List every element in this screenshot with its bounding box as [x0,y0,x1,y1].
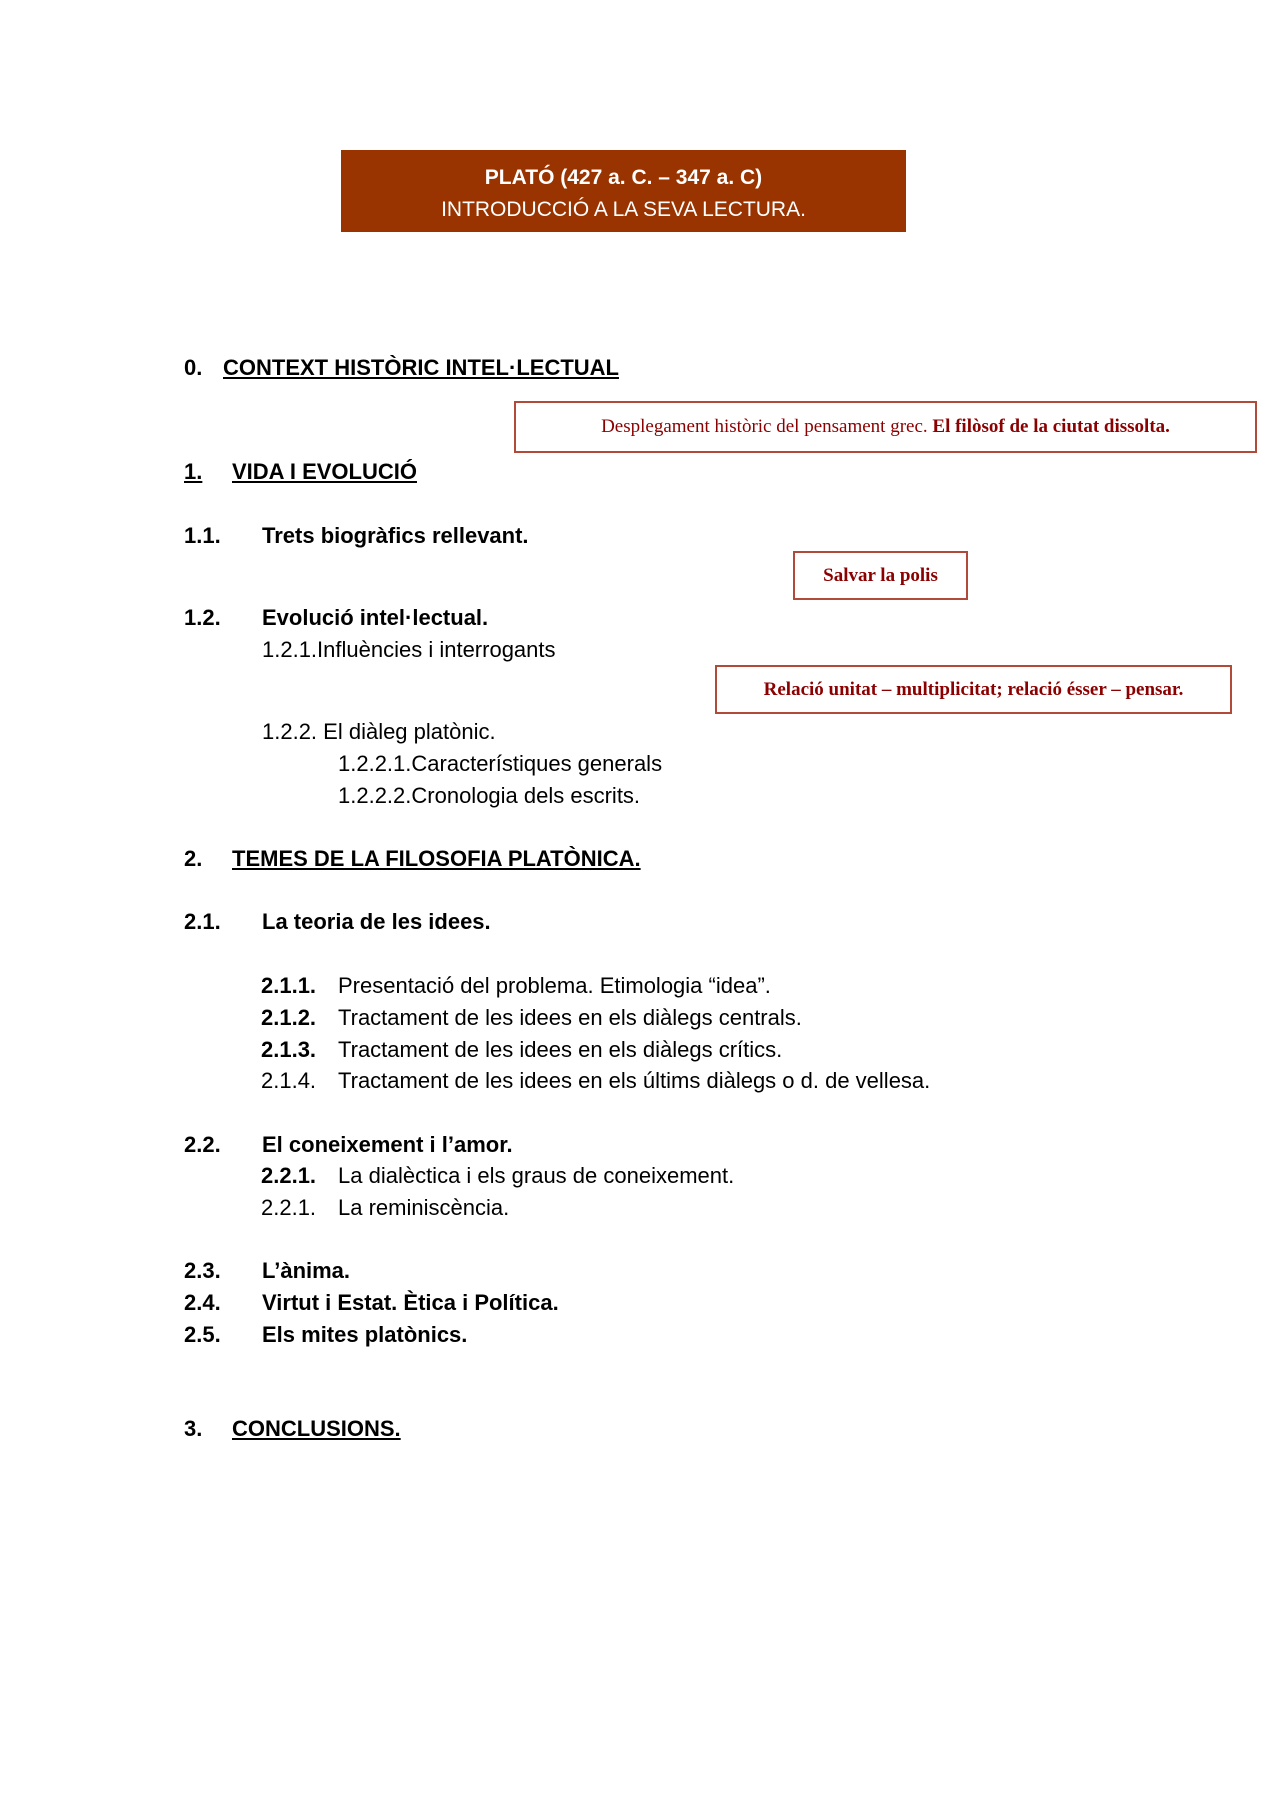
section-number: 1.1. [184,523,221,548]
section-1-2-2: 1.2.2. El diàleg platònic. [262,719,496,744]
section-1-2-2-1: 1.2.2.1.Característiques generals [338,751,663,776]
section-1-2-2-2: 1.2.2.2.Cronologia dels escrits. [338,783,641,808]
section-2-1-2 [261,1004,802,1032]
document-title-box [341,150,906,232]
section-number: 2.4. [184,1290,221,1315]
section-title: L’ànima. [262,1258,351,1283]
title-line-1: PLATÓ (427 a. C. – 347 a. C) [484,166,763,189]
section-2-1-1 [261,972,771,1000]
section-2-1-3 [261,1036,782,1064]
section-number: 2. [184,846,203,871]
section-number: 2.2. [184,1132,221,1157]
section-1-1-heading [184,522,529,550]
section-1-2-1: 1.2.1.Influències i interrogants [262,637,556,662]
section-number: 2.2.1. [261,1163,317,1188]
title-line-2: INTRODUCCIÓ A LA SEVA LECTURA. [441,198,806,221]
section-title: Tractament de les idees en els diàlegs crítics. [338,1037,783,1062]
section-number: 3. [184,1416,203,1441]
section-title: La dialèctica i els graus de coneixement. [338,1163,735,1188]
section-2-4-heading [184,1289,559,1317]
section-title: TEMES DE LA FILOSOFIA PLATÒNICA. [232,846,641,871]
section-2-heading [184,845,641,873]
section-number: 2.1.1. [261,973,317,998]
section-number: 2.1.4. [261,1068,317,1093]
section-2-2-1-reminiscencia [261,1194,509,1222]
note-text-bold: El filòsof de la ciutat dissolta. [932,416,1170,437]
note-text: Desplegament històric del pensament grec. [601,416,933,437]
section-title: Tractament de les idees en els últims diàlegs o d. de vellesa. [338,1068,931,1093]
section-title: CONTEXT HISTÒRIC INTEL·LECTUAL [223,355,619,380]
section-title: Evolució intel·lectual. [262,605,489,630]
section-title: CONCLUSIONS. [232,1416,401,1441]
section-title: Tractament de les idees en els diàlegs centrals. [338,1005,802,1030]
section-2-3-heading [184,1257,350,1285]
margin-note-unitat-multiplicitat: Relació unitat – multiplicitat; relació ésser – pensar. [715,665,1232,714]
section-number: 2.1. [184,909,221,934]
section-2-2-1-dialectica [261,1162,734,1190]
section-number: 2.3. [184,1258,221,1283]
section-number: 1.2. [184,605,221,630]
section-number: 2.2.1. [261,1195,317,1220]
section-3-heading [184,1415,401,1443]
section-number: 2.5. [184,1322,221,1347]
section-1-heading [184,458,417,486]
section-title: Trets biogràfics rellevant. [262,523,529,548]
section-2-1-heading [184,908,491,936]
section-1-2-heading [184,604,488,632]
section-2-5-heading [184,1321,467,1349]
section-title: VIDA I EVOLUCIÓ [232,459,417,484]
section-title: El coneixement i l’amor. [262,1132,513,1157]
section-number: 0. [184,355,203,380]
section-number: 2.1.3. [261,1037,317,1062]
section-title: La teoria de les idees. [262,909,491,934]
section-number: 1. [184,459,203,484]
section-title: La reminiscència. [338,1195,510,1220]
margin-note-pensament-grec [514,401,1257,453]
section-0-heading [184,354,619,382]
section-title: Els mites platònics. [262,1322,468,1347]
section-title: Virtut i Estat. Ètica i Política. [262,1290,559,1315]
section-number: 2.1.2. [261,1005,317,1030]
section-title: Presentació del problema. Etimologia “idea”. [338,973,771,998]
margin-note-salvar-polis: Salvar la polis [793,551,968,600]
section-2-2-heading [184,1131,513,1159]
section-2-1-4 [261,1067,930,1095]
